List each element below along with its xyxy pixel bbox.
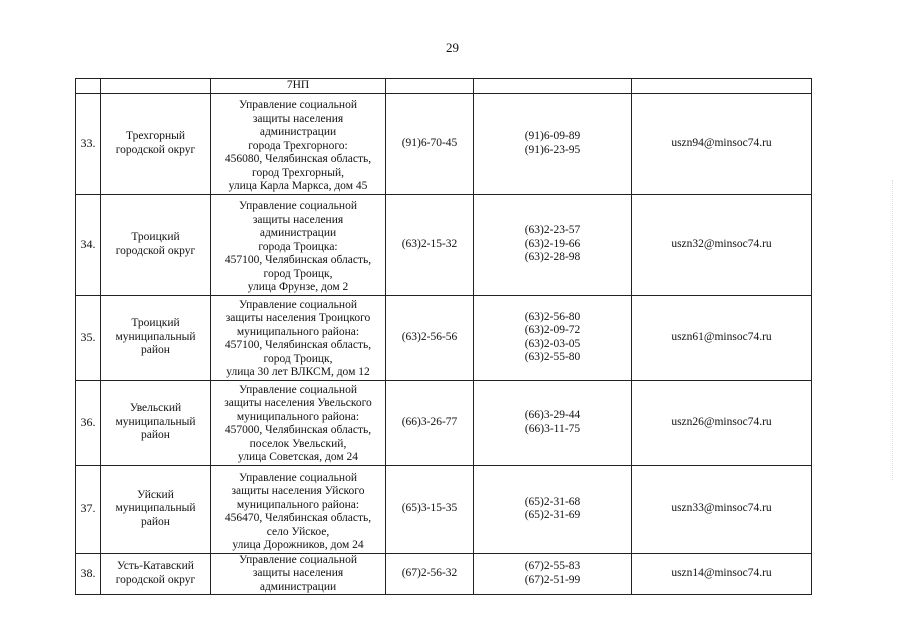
address-line: администрации xyxy=(259,580,337,593)
address-line: улица Дорожников, дом 24 xyxy=(232,539,364,551)
email-address: uszn33@minsoc74.ru xyxy=(632,465,812,553)
address-line: улица 30 лет ВЛКСМ, дом 12 xyxy=(226,366,370,378)
table-row xyxy=(76,553,812,595)
address-line: администрации xyxy=(259,126,337,138)
address-line: 457000, Челябинская область, xyxy=(224,424,372,436)
main-phone: (63)2-56-56 xyxy=(386,295,474,380)
phone-line: (65)2-31-69 xyxy=(524,509,581,521)
row-number: 37. xyxy=(76,465,101,553)
phone-line: (67)2-55-83 xyxy=(524,560,581,573)
municipality-name xyxy=(101,553,211,595)
email-address: uszn14@minsoc74.ru xyxy=(632,553,812,595)
municipality-name-line: Трехгорный xyxy=(125,130,185,142)
main-phone: (65)3-15-35 xyxy=(386,465,474,553)
email-address: uszn61@minsoc74.ru xyxy=(632,295,812,380)
address-line: Управление социальной xyxy=(239,298,357,311)
address-line: муниципального района: xyxy=(236,410,360,423)
address-line: Управление социальной xyxy=(239,200,357,212)
municipality-name-line: муниципальный xyxy=(115,330,196,343)
address-line: город Троицк, xyxy=(263,267,333,280)
header-cell-phones xyxy=(474,79,632,94)
address-line: город Троицк, xyxy=(263,352,333,365)
municipality-name-line: Усть-Катавский xyxy=(117,560,194,573)
municipality-name-line: район xyxy=(141,429,170,442)
table-row xyxy=(76,295,812,380)
additional-phones xyxy=(474,295,632,380)
table-row xyxy=(76,93,812,194)
municipality-name xyxy=(101,93,211,194)
additional-phones xyxy=(474,380,632,465)
row-number: 34. xyxy=(76,194,101,295)
address-line: защиты населения xyxy=(252,567,344,579)
row-number: 38. xyxy=(76,553,101,595)
phone-line: (91)6-09-89 xyxy=(524,130,581,142)
address-line: село Уйское, xyxy=(266,525,330,538)
address-line: улица Фрунзе, дом 2 xyxy=(247,281,349,293)
address-cell xyxy=(211,93,386,194)
address-line: поселок Увельский, xyxy=(249,437,347,450)
municipality-name-line: Увельский xyxy=(129,402,182,415)
row-number: 36. xyxy=(76,380,101,465)
table-row xyxy=(76,194,812,295)
page-number: 29 xyxy=(446,40,459,55)
address-cell xyxy=(211,465,386,553)
additional-phones xyxy=(474,194,632,295)
address-line: города Трехгорного: xyxy=(248,139,348,152)
municipality-name xyxy=(101,380,211,465)
main-phone: (91)6-70-45 xyxy=(386,93,474,194)
municipality-name xyxy=(101,194,211,295)
phone-line: (63)2-56-80 xyxy=(524,310,581,323)
row-number: 33. xyxy=(76,93,101,194)
address-line: Управление социальной xyxy=(239,383,357,396)
municipality-name-line: городской округ xyxy=(115,573,196,586)
header-cell-phone xyxy=(386,79,474,94)
address-cell xyxy=(211,194,386,295)
municipality-name-line: Уйский xyxy=(137,488,174,501)
address-line: 456470, Челябинская область, xyxy=(224,512,372,524)
email-address: uszn94@minsoc74.ru xyxy=(632,93,812,194)
municipality-name xyxy=(101,295,211,380)
municipality-name-line: Троицкий xyxy=(131,317,180,330)
phone-line: (63)2-28-98 xyxy=(524,251,581,264)
email-address: uszn32@minsoc74.ru xyxy=(632,194,812,295)
address-cell xyxy=(211,295,386,380)
address-line: город Трехгорный, xyxy=(252,166,344,179)
address-line: муниципального района: xyxy=(236,325,360,338)
phone-line: (91)6-23-95 xyxy=(524,143,581,156)
address-line: Управление социальной xyxy=(239,553,357,566)
scan-edge-marks xyxy=(892,180,899,480)
municipality-name-line: муниципальный xyxy=(115,502,196,515)
address-line: улица Советская, дом 24 xyxy=(237,451,359,463)
address-line: защиты населения xyxy=(252,213,344,226)
phone-line: (63)2-03-05 xyxy=(524,337,581,350)
address-line: защиты населения Уйского xyxy=(231,485,365,497)
table-row xyxy=(76,380,812,465)
header-cell-address: 7НП xyxy=(211,79,386,94)
phone-line: (63)2-09-72 xyxy=(524,324,581,336)
address-line: Управление социальной xyxy=(239,99,357,111)
table-header-row xyxy=(76,79,812,94)
phone-line: (65)2-31-68 xyxy=(524,495,581,508)
main-phone: (67)2-56-32 xyxy=(386,553,474,595)
social-protection-table xyxy=(75,78,812,595)
address-line: защиты населения xyxy=(252,112,344,125)
phone-line: (66)3-11-75 xyxy=(524,422,581,435)
municipality-name xyxy=(101,465,211,553)
address-line: города Троицка: xyxy=(258,240,338,253)
municipality-name-line: район xyxy=(141,515,170,528)
additional-phones xyxy=(474,465,632,553)
address-line: улица Карла Маркса, дом 45 xyxy=(228,180,368,192)
address-line: 457100, Челябинская область, xyxy=(224,254,372,266)
address-line: защиты населения Троицкого xyxy=(225,312,371,324)
address-line: администрации xyxy=(259,227,337,239)
address-line: муниципального района: xyxy=(236,498,360,511)
email-address: uszn26@minsoc74.ru xyxy=(632,380,812,465)
address-cell xyxy=(211,380,386,465)
municipality-name-line: район xyxy=(141,344,170,357)
address-line: защиты населения Увельского xyxy=(224,397,372,409)
table-row xyxy=(76,465,812,553)
municipality-name-line: городской округ xyxy=(115,244,196,257)
phone-line: (63)2-23-57 xyxy=(524,224,581,237)
phone-line: (66)3-29-44 xyxy=(524,409,581,421)
main-phone: (63)2-15-32 xyxy=(386,194,474,295)
municipality-name-line: Троицкий xyxy=(131,231,180,243)
additional-phones xyxy=(474,93,632,194)
phone-line: (63)2-55-80 xyxy=(524,351,581,363)
additional-phones xyxy=(474,553,632,595)
address-cell xyxy=(211,553,386,595)
phone-line: (67)2-51-99 xyxy=(524,573,581,586)
header-cell-name xyxy=(101,79,211,94)
header-cell-num xyxy=(76,79,101,94)
address-line: 456080, Челябинская область, xyxy=(224,153,372,165)
municipality-name-line: муниципальный xyxy=(115,415,196,428)
main-phone: (66)3-26-77 xyxy=(386,380,474,465)
header-cell-email xyxy=(632,79,812,94)
address-line: 457100, Челябинская область, xyxy=(224,339,372,351)
phone-line: (63)2-19-66 xyxy=(524,237,581,250)
municipality-name-line: городской округ xyxy=(115,143,196,156)
address-line: Управление социальной xyxy=(239,471,357,484)
row-number: 35. xyxy=(76,295,101,380)
